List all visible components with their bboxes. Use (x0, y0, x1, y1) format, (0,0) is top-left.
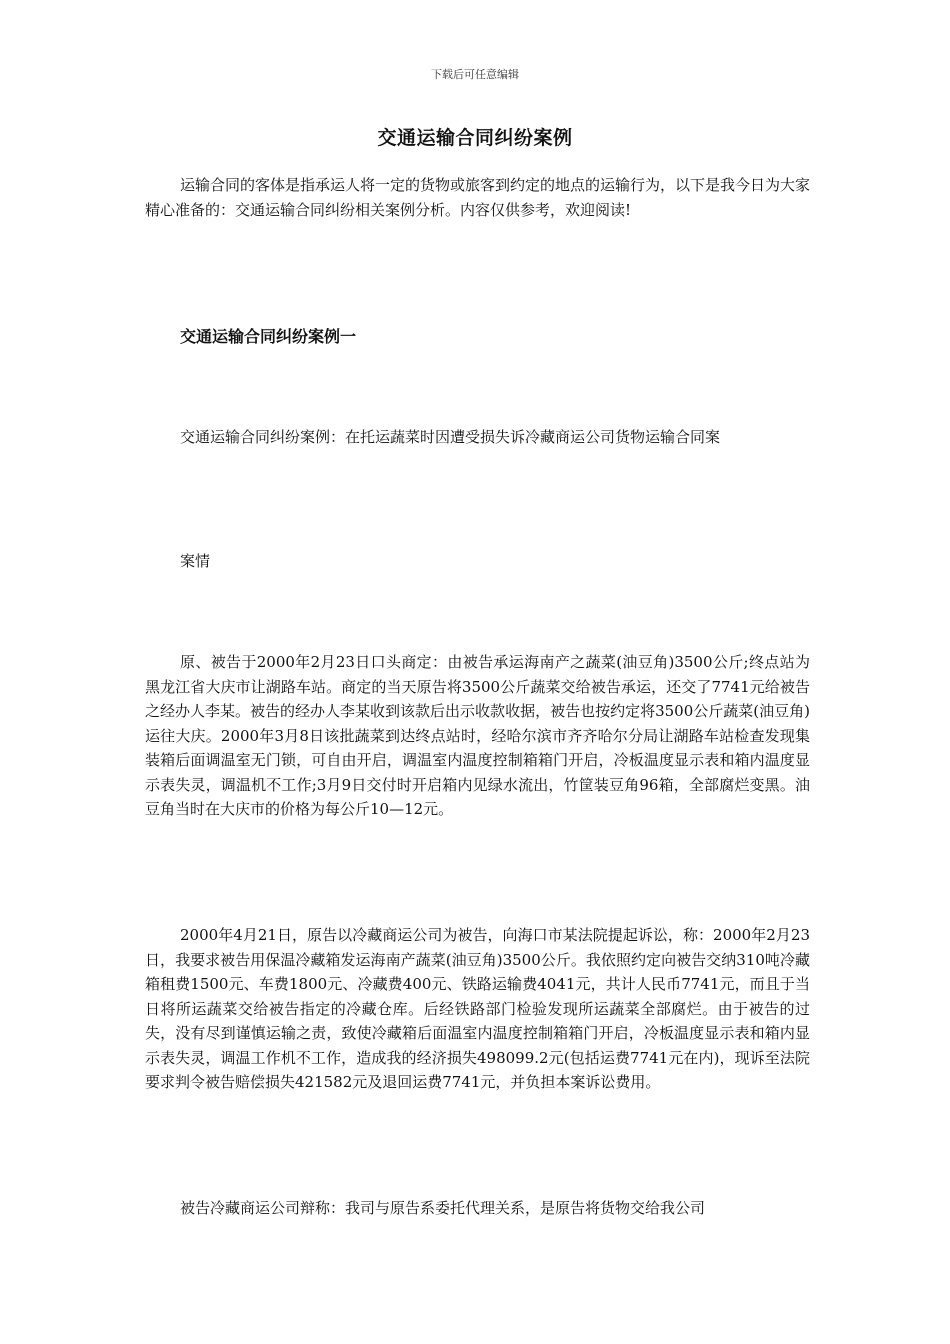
body-paragraph: 原、被告于2000年2月23日口头商定：由被告承运海南产之蔬菜(油豆角)3500公斤;终点站为黑龙江省大庆市让湖路车站。商定的当天原告将3500公斤蔬菜交给被告承运，还交了7741元给被告之经办人李某。被告的经办人李某收到该款后出示收款收据，被告也按约定将3500公斤蔬菜(油豆角)运往大庆。2000年3月8日该批蔬菜到达终点站时，经哈尔滨市齐齐哈尔分局让湖路车站检查发现集装箱后面调温室无门锁，可自由开启，调温室内温度控制箱箱门开启，冷板温度显示表和箱内温度显示表失灵，调温机不工作;3月9日交付时开启箱内见绿水流出，竹筐装豆角96箱，全部腐烂变黑。油豆角当时在大庆市的价格为每公斤10—12元。 (145, 653, 810, 818)
case-title-paragraph: 交通运输合同纠纷案例：在托运蔬菜时因遭受损失诉冷藏商运公司货物运输合同案 (180, 428, 721, 446)
section-heading: 交通运输合同纠纷案例一 (180, 327, 357, 346)
document-title: 交通运输合同纠纷案例 (377, 127, 573, 149)
page-header-note: 下载后可任意编辑 (431, 68, 519, 81)
body-paragraph: 被告冷藏商运公司辩称：我司与原告系委托代理关系，是原告将货物交给我公司 (180, 1199, 706, 1217)
body-paragraph: 2000年4月21日，原告以冷藏商运公司为被告，向海口市某法院提起诉讼，称：2000年2月23日，我要求被告用保温冷藏箱发运海南产蔬菜(油豆角)3500公斤。我依照约定向被告交纳310吨冷藏箱租费1500元、车费1800元、冷藏费400元、铁路运输费4041元，共计人民币7741元，而且于当日将所运蔬菜交给被告指定的冷藏仓库。后经铁路部门检验发现所运蔬菜全部腐烂。由于被告的过失，没有尽到谨慎运输之责，致使冷藏箱后面温室内温度控制箱箱门开启，冷板温度显示表和箱内显示表失灵，调温工作机不工作，造成我的经济损失498099.2元(包括运费7741元在内)，现诉至法院要求判令被告赔偿损失421582元及退回运费7741元，并负担本案诉讼费用。 (145, 926, 810, 1091)
intro-paragraph: 运输合同的客体是指承运人将一定的货物或旅客到约定的地点的运输行为，以下是我今日为大家精心准备的：交通运输合同纠纷相关案例分析。内容仅供参考，欢迎阅读! (145, 176, 811, 219)
case-label: 案情 (180, 552, 211, 570)
